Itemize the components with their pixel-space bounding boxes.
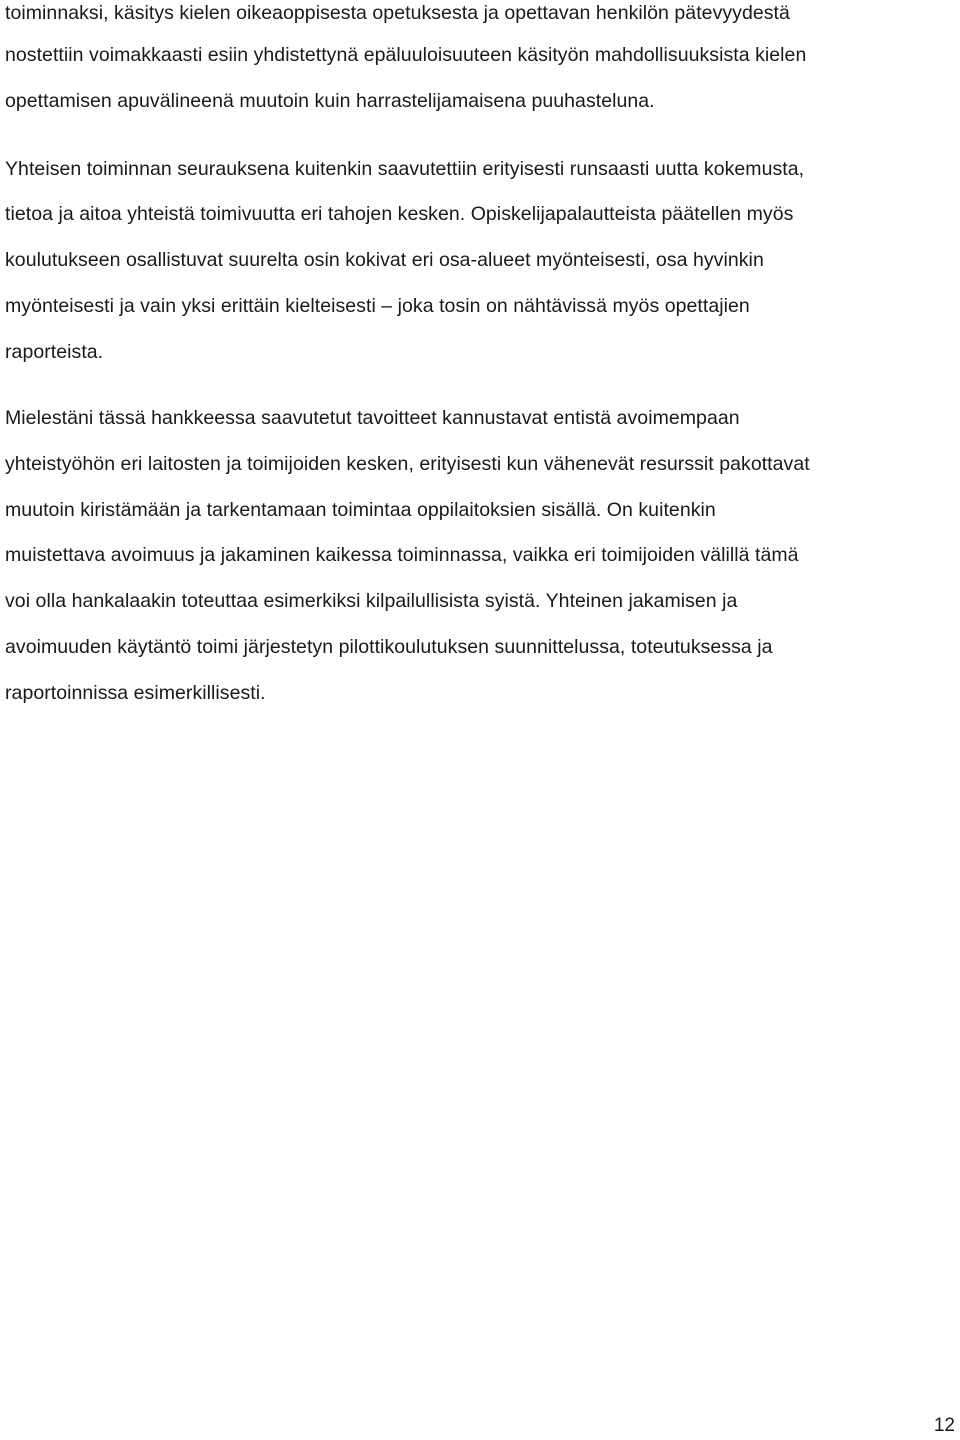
text-line: tietoa ja aitoa yhteistä toimivuutta eri tahojen kesken. Opiskelijapalautteista päätellen myös [5, 203, 794, 225]
text-line: muistettava avoimuus ja jakaminen kaikessa toiminnassa, vaikka eri toimijoiden välillä tämä [5, 544, 799, 566]
text-line: voi olla hankalaakin toteuttaa esimerkiksi kilpailullisista syistä. Yhteinen jakamisen ja [5, 590, 738, 612]
text-line: Mielestäni tässä hankkeessa saavutetut tavoitteet kannustavat entistä avoimempaan [5, 407, 740, 429]
text-line: opettamisen apuvälineenä muutoin kuin harrastelijamaisena puuhasteluna. [5, 90, 655, 112]
text-line: myönteisesti ja vain yksi erittäin kielteisesti – joka tosin on nähtävissä myös opettajien [5, 295, 750, 317]
text-line: toiminnaksi, käsitys kielen oikeaoppisesta opetuksesta ja opettavan henkilön pätevyydestä [5, 2, 790, 24]
text-line: yhteistyöhön eri laitosten ja toimijoiden kesken, erityisesti kun vähenevät resurssit pakottavat [5, 453, 810, 475]
text-line: muutoin kiristämään ja tarkentamaan toimintaa oppilaitoksien sisällä. On kuitenkin [5, 499, 716, 521]
text-line: Yhteisen toiminnan seurauksena kuitenkin saavutettiin erityisesti runsaasti uutta kokemusta, [5, 158, 805, 180]
text-line: avoimuuden käytäntö toimi järjestetyn pilottikoulutuksen suunnittelussa, toteutuksessa ja [5, 636, 773, 658]
text-line: koulutukseen osallistuvat suurelta osin kokivat eri osa-alueet myönteisesti, osa hyvinkin [5, 249, 764, 271]
text-line: raporteista. [5, 341, 104, 363]
text-line: raportoinnissa esimerkillisesti. [5, 682, 266, 704]
text-line: nostettiin voimakkaasti esiin yhdistettynä epäluuloisuuteen käsityön mahdollisuuksista kielen [5, 44, 807, 66]
page-number: 12 [933, 1415, 955, 1436]
